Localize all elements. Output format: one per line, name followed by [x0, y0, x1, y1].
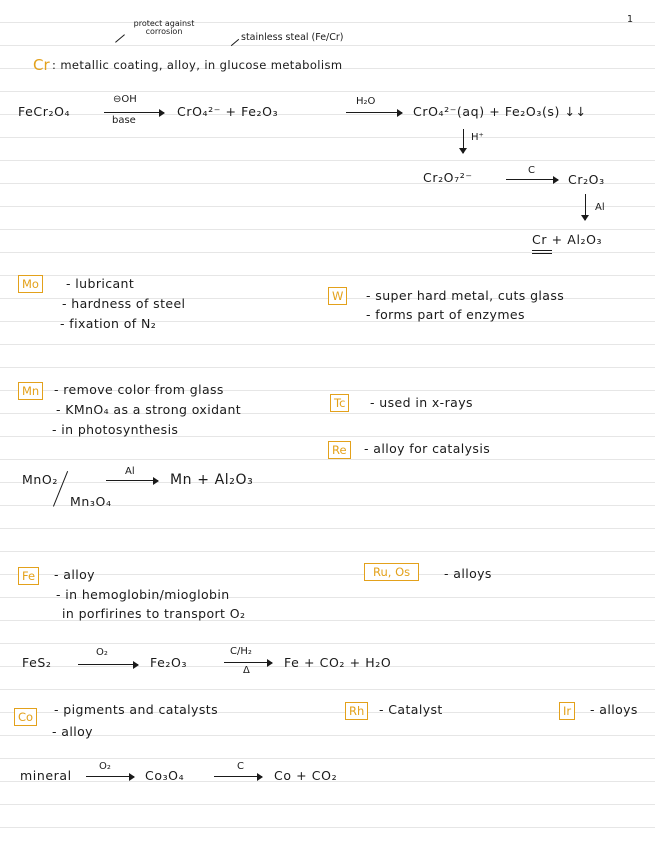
element-label-rh: Rh	[345, 702, 368, 720]
cr-products2: CrO₄²⁻(aq) + Fe₂O₃(s) ↓↓	[413, 104, 587, 119]
co-reactant: mineral	[20, 768, 72, 783]
element-label-co: Co	[14, 708, 37, 726]
mo-line-2: - hardness of steel	[62, 296, 186, 311]
co-line-1: - pigments and catalysts	[54, 702, 218, 717]
cr-cond-top-text: OH	[121, 94, 137, 105]
mn-reactant-bottom: Mn₃O₄	[70, 494, 112, 509]
w-line-1: - super hard metal, cuts glass	[366, 288, 565, 303]
mn-line-1: - remove color from glass	[54, 382, 224, 397]
reaction-arrow	[104, 112, 164, 113]
co-cond1: O₂	[99, 761, 111, 772]
down-arrow	[585, 194, 586, 220]
fe-cond2-bottom: Δ	[243, 665, 250, 676]
cr-final-products: Cr + Al₂O₃	[532, 232, 603, 247]
reaction-arrow	[78, 664, 138, 665]
cr-cond-h2o: H₂O	[356, 96, 376, 107]
ir-text: - alloys	[590, 702, 638, 717]
annotation-arrow	[231, 39, 239, 46]
element-label-tc: Tc	[330, 394, 349, 412]
co-mid: Co₃O₄	[145, 768, 185, 783]
cr-cr2o3: Cr₂O₃	[568, 172, 605, 187]
underline	[532, 253, 552, 254]
reaction-arrow	[224, 662, 272, 663]
re-text: - alloy for catalysis	[364, 441, 491, 456]
reaction-arrow	[86, 776, 134, 777]
rh-text: - Catalyst	[379, 702, 443, 717]
cr-cond-c: C	[528, 165, 535, 176]
mn-reactant-top: MnO₂	[22, 472, 58, 487]
fe-products: Fe + CO₂ + H₂O	[284, 655, 392, 670]
cr-products1: CrO₄²⁻ + Fe₂O₃	[177, 104, 279, 119]
cr-dichromate: Cr₂O₇²⁻	[423, 170, 473, 185]
element-label-fe: Fe	[18, 567, 39, 585]
fe-reactant: FeS₂	[22, 655, 52, 670]
reaction-arrow	[106, 480, 158, 481]
cr-cond-bottom: base	[112, 115, 136, 126]
cr-h-plus: H⁺	[471, 132, 484, 143]
tc-text: - used in x-rays	[370, 395, 473, 410]
fe-line-1: - alloy	[54, 567, 95, 582]
element-label-ir: Ir	[559, 702, 575, 720]
fe-cond2-top: C/H₂	[230, 646, 252, 657]
cr-cond-top: ⊖OH	[113, 94, 137, 105]
cr-uses: : metallic coating, alloy, in glucose metabolism	[52, 58, 343, 72]
fe-mid: Fe₂O₃	[150, 655, 188, 670]
reaction-arrow	[214, 776, 262, 777]
element-label-w: W	[328, 287, 347, 305]
element-label-cr: Cr	[33, 56, 50, 74]
element-label-ru-os: Ru, Os	[364, 563, 419, 581]
underline	[532, 250, 552, 251]
mn-products: Mn + Al₂O₃	[170, 472, 254, 488]
annotation-protect: protect against corrosion	[133, 19, 195, 36]
element-label-re: Re	[328, 441, 351, 459]
co-line-2: - alloy	[52, 724, 93, 739]
co-cond2: C	[237, 761, 244, 772]
fe-line-2: - in hemoglobin/mioglobin	[56, 587, 230, 602]
mn-line-3: - in photosynthesis	[52, 422, 179, 437]
element-label-mo: Mo	[18, 275, 43, 293]
annotation-steel: stainless steal (Fe/Cr)	[241, 32, 344, 43]
co-products: Co + CO₂	[274, 768, 338, 783]
cr-cond-al: Al	[595, 202, 605, 213]
fe-line-3: in porfirines to transport O₂	[62, 606, 246, 621]
ru-os-text: - alloys	[444, 566, 492, 581]
annotation-arrow	[115, 34, 125, 42]
reaction-arrow	[506, 179, 558, 180]
element-label-mn: Mn	[18, 382, 43, 400]
mn-line-2: - KMnO₄ as a strong oxidant	[56, 402, 242, 417]
mo-line-3: - fixation of N₂	[60, 316, 157, 331]
down-arrow	[463, 129, 464, 153]
mo-line-1: - lubricant	[66, 276, 135, 291]
w-line-2: - forms part of enzymes	[366, 307, 525, 322]
cr-reactant: FeCr₂O₄	[18, 104, 71, 119]
page-number: 1	[627, 14, 634, 25]
fe-cond1: O₂	[96, 647, 108, 658]
reaction-arrow	[346, 112, 402, 113]
mn-cond: Al	[125, 466, 135, 477]
